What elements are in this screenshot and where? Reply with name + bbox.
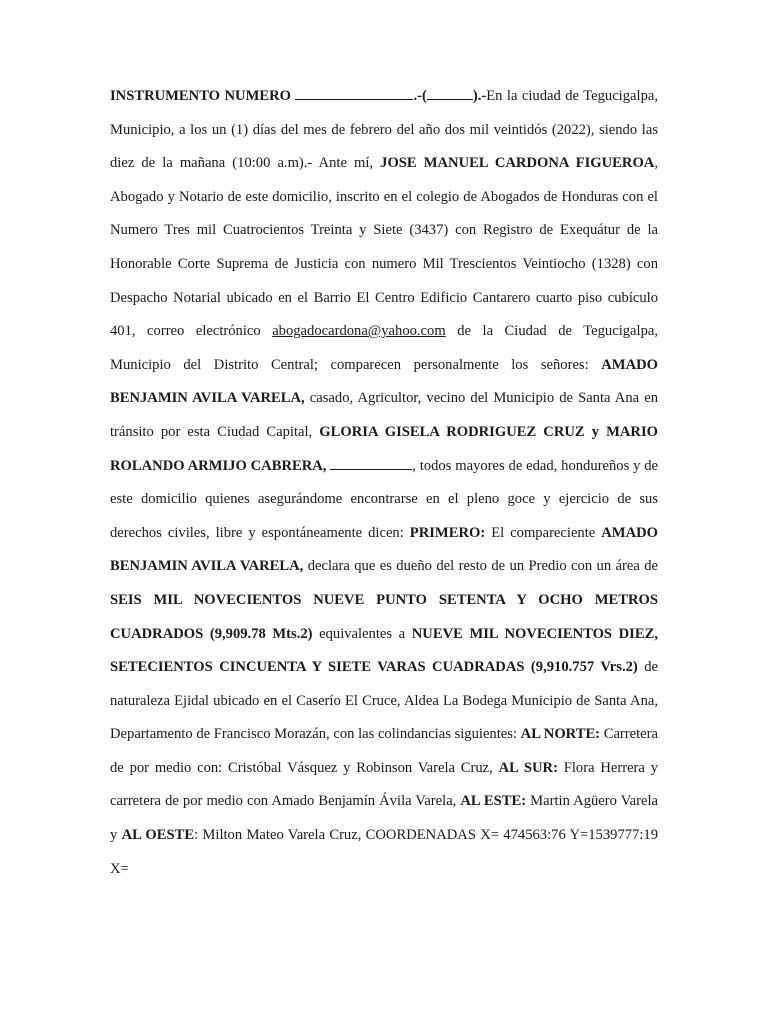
boundary-south-label: AL SUR: — [498, 759, 558, 776]
party-amado: AMADO BENJAMIN AVILA VARELA, — [110, 356, 658, 407]
area-square-varas: NUEVE MIL NOVECIENTOS DIEZ, SETECIENTOS CINCUENTA Y SIETE VARAS CUADRADAS (9,910.757 Vrs.2) — [110, 625, 658, 676]
text-segment: El compareciente — [485, 524, 602, 541]
text-segment: de la Ciudad de Tegucigalpa, Municipio del Distrito Central; comparecen personalmente los señores: — [110, 323, 659, 373]
text-segment: declara que es dueño del resto de un Predio con un área de — [303, 558, 658, 575]
instrument-body — [110, 80, 658, 886]
text-segment: equivalentes a — [312, 625, 412, 642]
boundary-west-text: : Milton Mateo Varela Cruz, COORDENADAS X= 474563:76 Y=1539777:19 X= — [110, 827, 658, 877]
instrument-heading: INSTRUMENTO NUMERO — [110, 88, 291, 104]
notary-name: JOSE MANUEL CARDONA FIGUEROA — [380, 155, 655, 172]
boundary-east-text: Martin Agüero Varela y — [110, 793, 658, 844]
text-segment: , vecino del Municipio de Santa Ana en tránsito por esta Ciudad Capital, — [110, 390, 658, 440]
text-segment: de naturaleza Ejidal ubicado en el Caserío El Cruce, Aldea La Bodega Municipio de Santa Ana, Departamento de Francisco Morazán, con las colindancias siguientes: — [110, 659, 658, 743]
clause-primero: PRIMERO: — [409, 524, 486, 541]
text-segment: , todos mayores de edad, hondureños y de este domicilio quienes asegurándome encontrarse en el pleno goce y ejercicio de sus derechos civiles, libre y espontáneamente dicen: — [110, 457, 658, 541]
instrument-number-blank — [295, 85, 413, 100]
party-blank — [330, 455, 412, 470]
boundary-west-label: AL OESTE — [121, 827, 195, 844]
area-square-meters: SEIS MIL NOVECIENTOS NUEVE PUNTO SETENTA Y OCHO METROS CUADRADOS (9,909.78 Mts.2) — [110, 591, 658, 642]
text-segment: casado, Agricultor — [304, 390, 418, 407]
instrument-number-blank-2 — [427, 85, 473, 100]
party-gloria-mario: GLORIA GISELA RODRIGUEZ CRUZ y MARIO ROLANDO ARMIJO CABRERA, — [110, 423, 658, 474]
party-amado-2: AMADO BENJAMIN AVILA VARELA, — [110, 524, 658, 575]
text-segment: , Abogado y Notario de este domicilio, inscrito en el colegio de Abogados de Honduras con el Numero Tres mil Cuatrocientos Treinta y Siete (3437) con Registro de Exequátur de la Honorable Corte Suprema de Justicia con numero Mil Trescientos Veintiocho (1328) con Despacho Notarial ubicado en el Barrio El Centro Edificio Cantarero cuarto piso cubículo 401, correo electrónico — [110, 155, 658, 340]
boundary-south-text: Flora Herrera y carretera de por medio con Amado Benjamín Ávila Varela, — [110, 759, 658, 810]
notary-email-link[interactable]: abogadocardona@yahoo.com — [272, 323, 446, 340]
text-segment: En la ciudad de Tegucigalpa, Municipio, a los un (1) días del mes de febrero del año dos mil veintidós (2022), siendo las diez de la mañana (10:00 a.m).- Ante mí, — [110, 88, 658, 172]
boundary-east-label: AL ESTE: — [460, 793, 527, 810]
text-segment: .-( — [413, 88, 427, 104]
text-segment: ).- — [472, 88, 487, 104]
boundary-north-label: AL NORTE: — [520, 726, 601, 743]
boundary-north-text: Carretera de por medio con: Cristóbal Vásquez y Robinson Varela Cruz, — [110, 726, 658, 776]
